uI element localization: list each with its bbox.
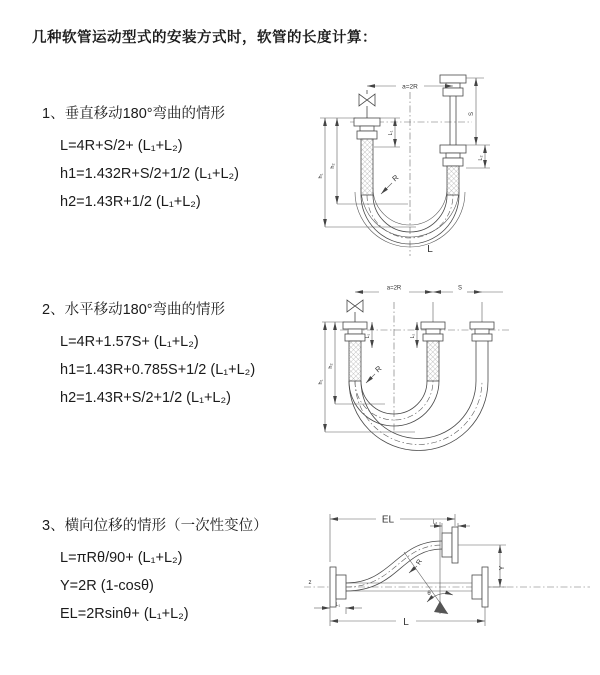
dim-label-a2r: a=2R [402,83,418,91]
hose-u-bends [349,381,488,451]
centerlines [340,302,510,432]
formula-line: h1=1.432R+S/2+1/2 (L₁+L₂) [60,166,240,182]
section-1-heading: 1、垂直移动180°弯曲的情形 [42,106,226,122]
diagram-lateral-displacement [300,502,595,650]
dim-label-y: Y [499,565,506,571]
valve-icon [347,300,363,322]
dim-label-h2: h₂ [330,163,336,169]
formula-line: Y=2R (1-cosθ) [60,578,154,594]
diagram-horizontal-180-bend [315,282,530,454]
formula-line: L=πRθ/90+ (L₁+L₂) [60,550,183,566]
section-3 [42,516,332,628]
left-pipe-fitting [343,322,367,381]
dimension-a2r [355,286,433,293]
formula-line: h2=1.43R+1/2 (L₁+L₂) [60,194,201,210]
dim-label-s: S [469,111,475,117]
dimension-l1 [314,602,362,614]
page-title: 几种软管运动型式的安装方式时，软管的长度计算： [32,30,377,46]
bent-hose [346,527,458,591]
formula-line: L=4R+S/2+ (L₁+L₂) [60,138,183,154]
section-2-heading: 2、水平移动180°弯曲的情形 [42,302,226,318]
radius-callout [381,173,401,194]
radius-callout [366,364,384,383]
dim-label-l: L [427,244,433,255]
formula-line: h2=1.43R+S/2+1/2 (L₁+L₂) [60,390,231,406]
angle-wedge [434,601,448,614]
section-1 [42,104,332,216]
right-pipe-fittings [440,75,466,195]
radius-callout [409,558,424,573]
dim-label-h1: h₁ [318,173,324,179]
left-flange [330,567,346,607]
dim-label-r: R [415,558,424,567]
formula-line: h1=1.43R+0.785S+1/2 (L₁+L₂) [60,362,256,378]
section-2 [42,300,332,412]
diagram-vertical-180-bend [312,70,547,260]
valve-icon [359,90,375,118]
angle-label-theta: θ [427,591,431,597]
right-pipe-fitting [470,302,494,381]
dim-label-s: S [457,285,463,292]
formula-line: L=4R+1.57S+ (L₁+L₂) [60,334,199,350]
dim-label-l1: L₁ [365,333,371,339]
section-3-heading: 3、横向位移的情形（一次性变位） [42,518,268,534]
dimension-l [330,607,485,628]
dim-label-l: L [403,617,409,628]
left-pipe-fitting [354,118,380,195]
dim-label-h1: h₁ [318,379,324,385]
dimension-l2 [410,322,417,348]
dim-label-r: R [373,363,384,375]
dimension-s [433,286,503,293]
dimension-a2r [367,84,453,91]
middle-pipe-fitting [421,302,445,381]
dim-label-l2: L₂ [410,333,416,339]
datum-mark-z: z [308,580,312,586]
dimension-l2 [466,145,490,168]
dim-label-a2r: a=2R [386,285,402,292]
dimension-l2 [430,520,470,534]
dimension-s [466,78,490,145]
dim-label-h2: h₂ [328,363,334,369]
dim-label-l1: L₁ [388,130,394,136]
dim-label-l2: L₂ [432,519,438,526]
formula-line: EL=2Rsinθ+ (L₁+L₂) [60,606,189,622]
dim-label-l1: L₁ [335,602,341,608]
dim-label-el: EL [381,514,395,526]
dim-label-l2: L₂ [478,155,484,161]
dim-label-r: R [390,172,401,184]
